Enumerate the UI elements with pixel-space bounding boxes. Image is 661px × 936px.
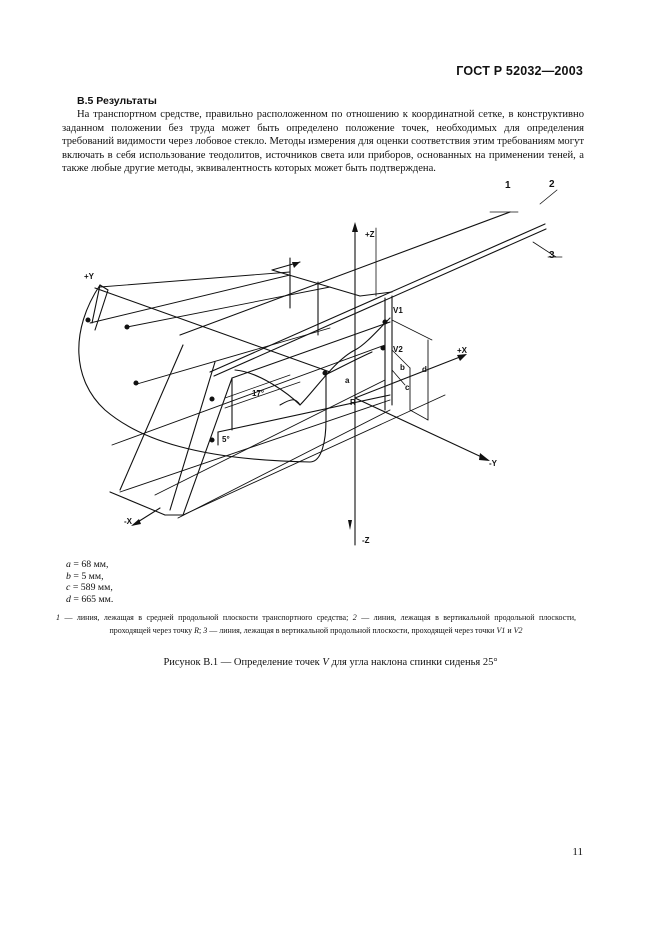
dimension-b: b = 5 мм,	[66, 570, 104, 582]
section-title: В.5 Результаты	[77, 95, 157, 107]
leader-2	[540, 190, 557, 204]
label-angle-5: 5°	[222, 435, 230, 444]
label-c: c	[405, 383, 410, 392]
dimension-c: c = 589 мм,	[66, 582, 113, 594]
section-paragraph: На транспортном средстве, правильно расположенном по отношению к координатной сетке, в конструктивно заданном положении без труда может быть определено положение точек, необходимых для определения требований видимости через лобовое стекло. Методы измерения для оценки соответствия этим требованиям могут включать в себя использование теодолитов, источников света или приборов, основанных на применении теней, а также любые другие методы, эквивалентность которых может быть подтверждена.	[62, 109, 584, 175]
contour-detail-2	[325, 352, 372, 375]
point-5	[210, 438, 214, 442]
figure-caption: Рисунок В.1 — Определение точек V для угла наклона спинки сиденья 25°	[163, 657, 498, 668]
label-a: a	[345, 376, 350, 385]
point-r	[323, 371, 327, 375]
point-3	[134, 381, 138, 385]
dimension-a: a = 68 мм,	[66, 559, 109, 570]
label-d: d	[422, 365, 427, 374]
label-v2: V2	[393, 345, 403, 354]
base-line	[110, 492, 165, 515]
label-r: R	[350, 398, 356, 407]
label-minus-z: -Z	[362, 536, 370, 545]
tick-arrowhead	[292, 262, 300, 268]
point-4	[210, 397, 214, 401]
page-number: 11	[572, 846, 583, 858]
label-line-1: 1	[505, 180, 511, 191]
label-b: b	[400, 363, 405, 372]
z-arrow-up	[352, 222, 358, 232]
minus-y-axis	[355, 398, 488, 460]
label-plus-x: +X	[457, 346, 468, 355]
line-2-a	[210, 224, 545, 372]
label-minus-y: -Y	[489, 459, 497, 468]
ray-7	[120, 400, 390, 492]
label-v1: V1	[393, 306, 403, 315]
dimension-d: d = 665 мм.	[66, 593, 114, 605]
point-v1	[383, 320, 387, 324]
dimension-list	[66, 559, 113, 605]
ray-2	[90, 275, 290, 323]
minus-x-arrow	[131, 519, 141, 526]
dim-base	[410, 410, 428, 420]
figure-legend: 1 — линия, лежащая в средней продольной плоскости транспортного средства; 2 — линия, лежащая в вертикальной продольной плоскости, проходящей через точку R; 3 — линия, лежащая в вертикальной продольной плоскости, проходящей через точки V1 и V2	[56, 613, 576, 635]
point-2	[125, 325, 129, 329]
x-arrow	[457, 354, 467, 361]
standard-code: ГОСТ Р 52032—2003	[456, 64, 583, 78]
top-plane-edge	[272, 270, 360, 296]
ray-1	[100, 272, 290, 287]
label-minus-x: -X	[124, 517, 132, 526]
point-1	[86, 318, 90, 322]
ray-5	[112, 345, 385, 445]
figure-labels	[84, 179, 555, 545]
label-line-2: 2	[549, 179, 555, 190]
label-plus-y: +Y	[84, 272, 95, 281]
ray-8	[178, 410, 390, 518]
label-line-3: 3	[549, 250, 555, 261]
label-angle-17: 17°	[252, 389, 265, 398]
line-1	[180, 212, 510, 335]
upper-edge	[95, 288, 330, 372]
label-plus-z: +Z	[365, 230, 375, 239]
front-frame-1	[120, 345, 183, 490]
line-2-b	[214, 229, 546, 376]
z-arrow-down	[348, 520, 352, 530]
windshield-outline	[79, 285, 326, 462]
point-v2	[381, 346, 385, 350]
dim-leader-1	[392, 320, 432, 340]
